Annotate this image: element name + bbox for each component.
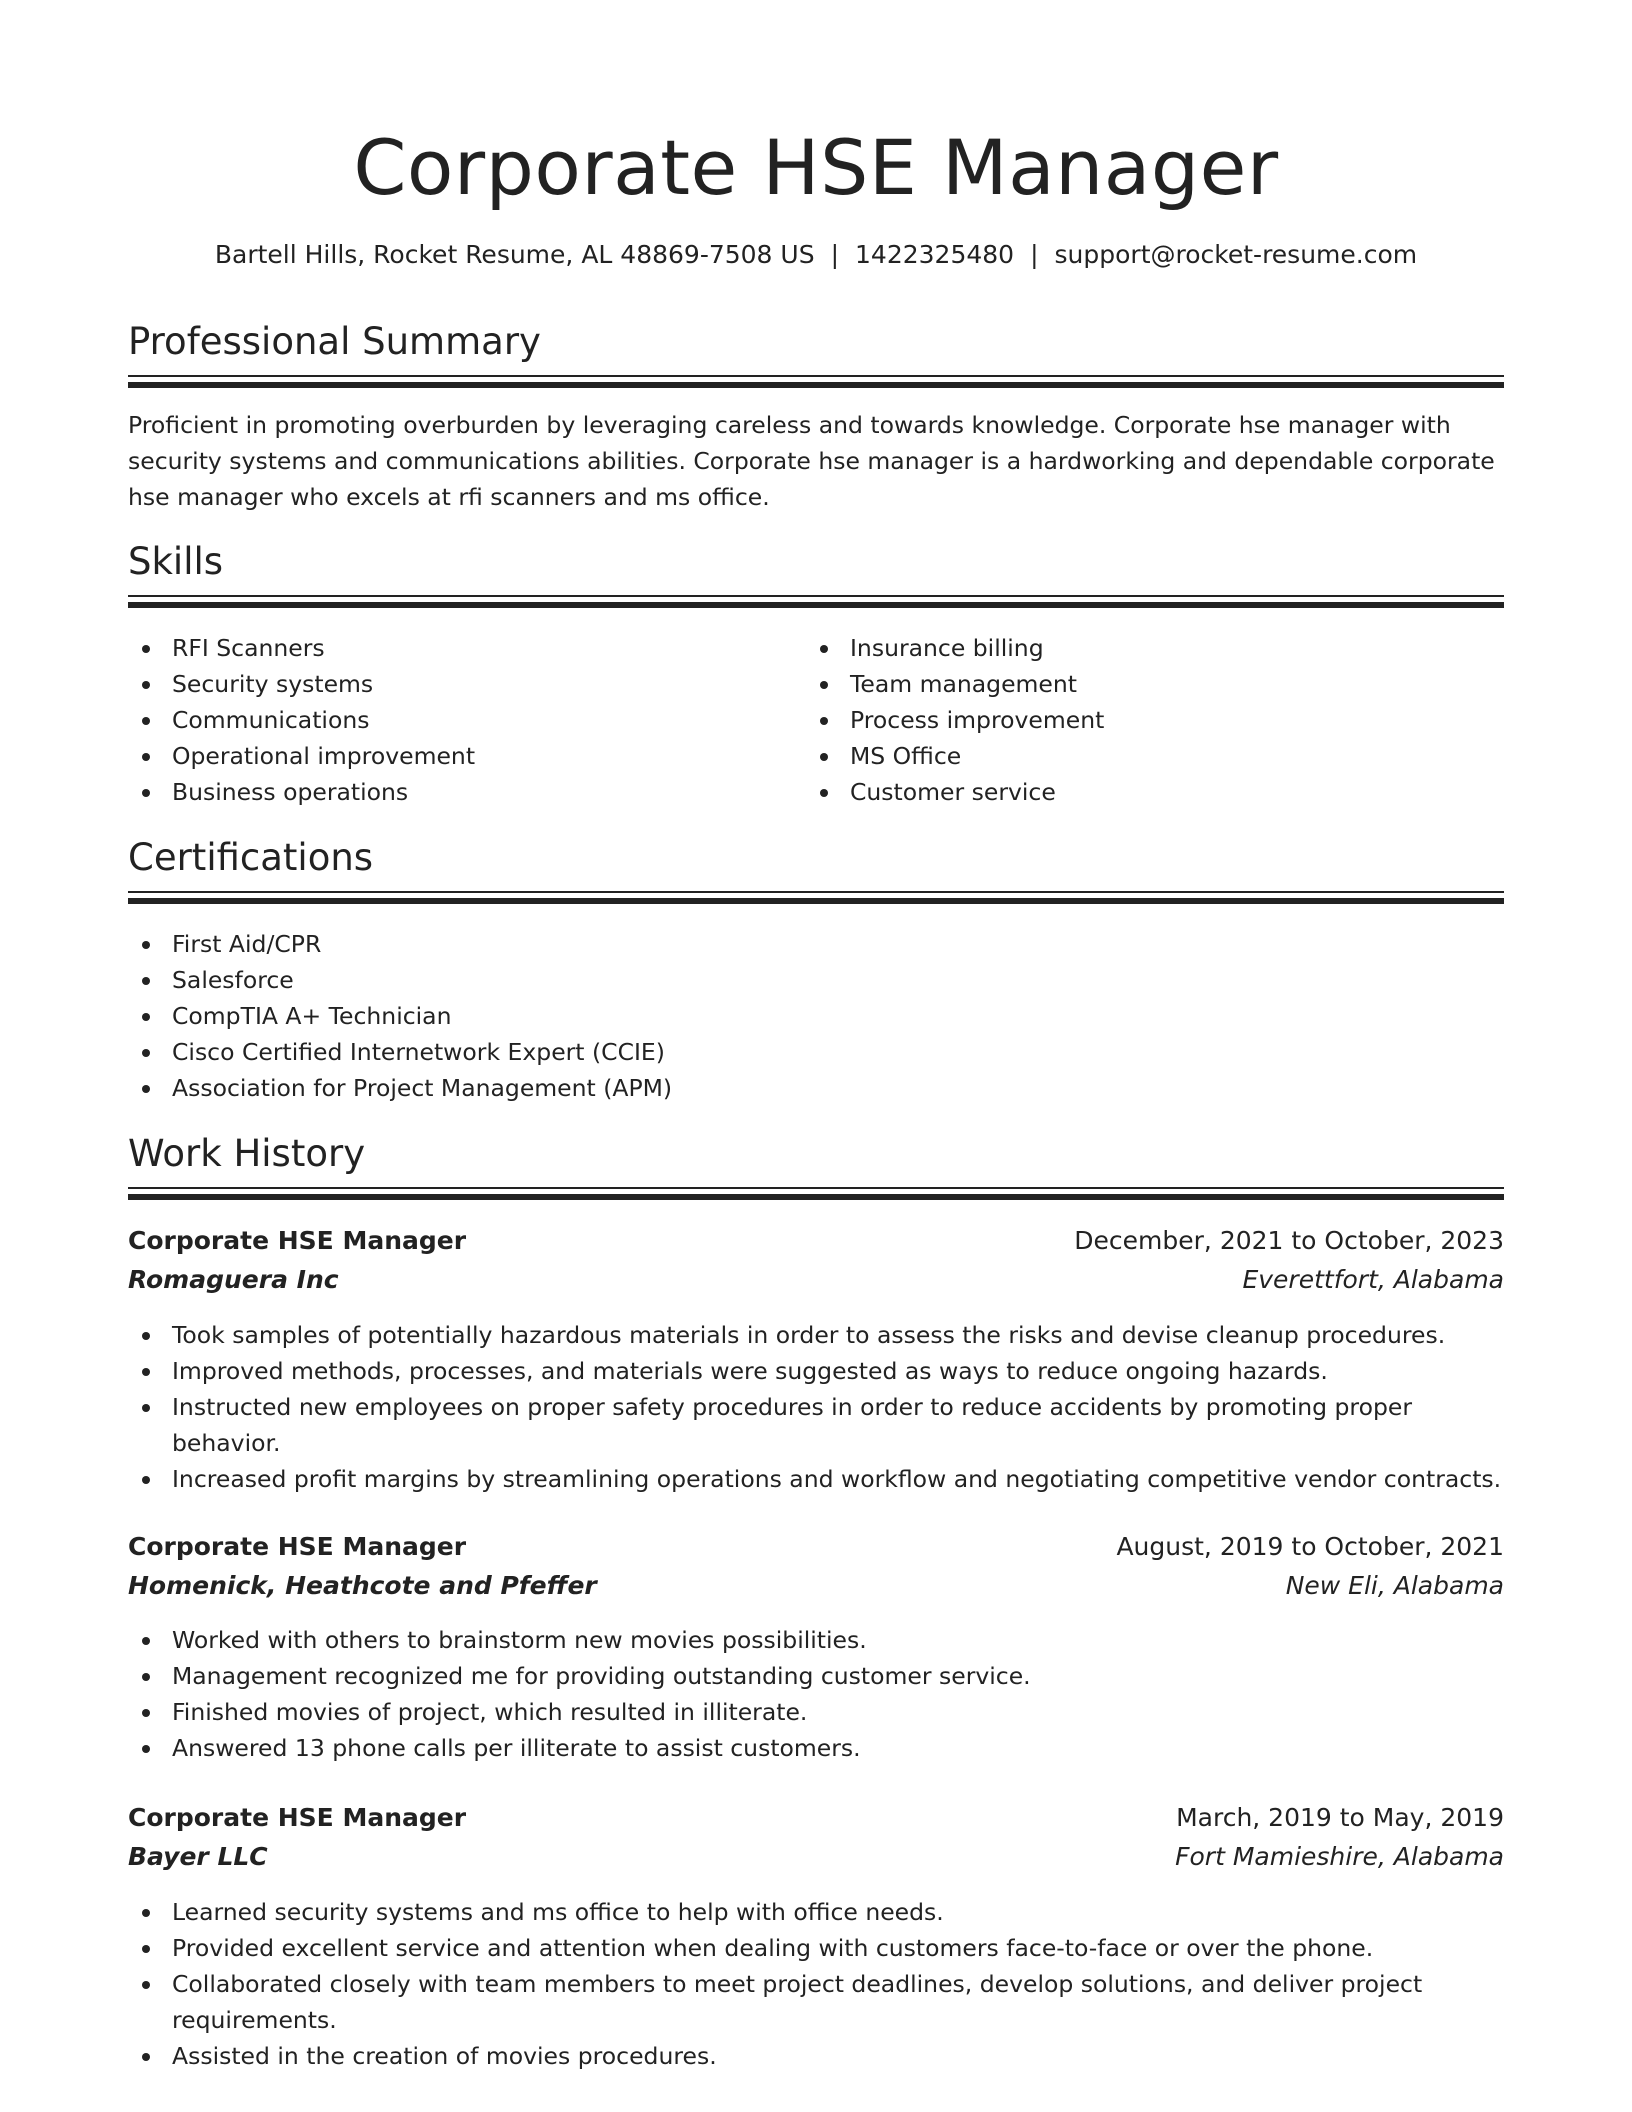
skill-item: Customer service — [806, 774, 1504, 810]
job-bullet: Worked with others to brainstorm new movies possibilities. — [128, 1622, 1504, 1658]
certification-item: Cisco Certified Internetwork Expert (CCIE) — [128, 1034, 672, 1070]
job-bullet: Instructed new employees on proper safety procedures in order to reduce accidents by promoting proper behavior. — [128, 1389, 1504, 1461]
job-bullet: Took samples of potentially hazardous materials in order to assess the risks and devise cleanup procedures. — [128, 1317, 1504, 1353]
section-divider — [128, 891, 1504, 905]
job-title: Corporate HSE Manager — [128, 1532, 467, 1561]
job-title: Corporate HSE Manager — [128, 1226, 467, 1255]
summary-text: Proficient in promoting overburden by leveraging careless and towards knowledge. Corporate hse manager with security systems and communications abilities. Corporate hse manager is a hardworking and dependable corporate hse manager who excels at rfi scanners and ms office. — [128, 411, 1495, 511]
section-divider — [128, 595, 1504, 609]
job-dates: December, 2021 to October, 2023 — [1074, 1226, 1504, 1255]
job-bullet: Increased profit margins by streamlining operations and workflow and negotiating competitive vendor contracts. — [128, 1461, 1504, 1497]
job-bullet-list — [128, 1622, 1504, 1766]
skills-heading: Skills — [128, 540, 224, 583]
certification-item: Salesforce — [128, 962, 672, 998]
job-title: Corporate HSE Manager — [128, 1803, 467, 1832]
skill-item: Operational improvement — [128, 738, 800, 774]
job-company: Bayer LLC — [128, 1842, 268, 1871]
summary-heading: Professional Summary — [128, 320, 541, 363]
job-dates: March, 2019 to May, 2019 — [1176, 1803, 1504, 1832]
skill-item: Business operations — [128, 774, 800, 810]
certifications-heading: Certifications — [128, 836, 374, 879]
contact-separator: | — [1030, 240, 1039, 269]
skills-column-right — [806, 630, 1504, 810]
certification-item: First Aid/CPR — [128, 926, 672, 962]
job-bullet: Improved methods, processes, and materials were suggested as ways to reduce ongoing hazards. — [128, 1353, 1504, 1389]
work-history-heading: Work History — [128, 1132, 366, 1175]
certification-item: Association for Project Management (APM) — [128, 1070, 672, 1106]
job-bullet: Answered 13 phone calls per illiterate to assist customers. — [128, 1730, 1504, 1766]
job-bullet: Learned security systems and ms office to help with office needs. — [128, 1894, 1504, 1930]
contact-line — [128, 237, 1504, 273]
skill-item: Insurance billing — [806, 630, 1504, 666]
skill-item: RFI Scanners — [128, 630, 800, 666]
job-company: Homenick, Heathcote and Pfeffer — [128, 1571, 597, 1600]
section-divider — [128, 375, 1504, 389]
skill-item: Process improvement — [806, 702, 1504, 738]
certifications-list — [128, 926, 672, 1106]
job-bullet-list — [128, 1317, 1504, 1497]
job-bullet: Management recognized me for providing outstanding customer service. — [128, 1658, 1504, 1694]
section-divider — [128, 1187, 1504, 1201]
job-bullet: Provided excellent service and attention when dealing with customers face-to-face or over the phone. — [128, 1930, 1504, 1966]
contact-separator: | — [830, 240, 840, 269]
job-bullet-list — [128, 1894, 1504, 2074]
job-dates: August, 2019 to October, 2021 — [1116, 1532, 1504, 1561]
skills-column-left — [128, 630, 800, 810]
job-bullet: Collaborated closely with team members to meet project deadlines, develop solutions, and deliver project requirements. — [128, 1966, 1504, 2038]
job-bullet: Assisted in the creation of movies procedures. — [128, 2038, 1504, 2074]
job-location: Fort Mamieshire, Alabama — [1175, 1842, 1504, 1871]
job-location: New Eli, Alabama — [1285, 1571, 1504, 1600]
job-bullet: Finished movies of project, which resulted in illiterate. — [128, 1694, 1504, 1730]
resume-title: Corporate HSE Manager — [353, 123, 1279, 212]
job-location: Everettfort, Alabama — [1242, 1265, 1504, 1294]
skill-item: Communications — [128, 702, 800, 738]
contact-email[interactable]: support@rocket-resume.com — [1054, 240, 1418, 269]
contact-phone: 1422325480 — [855, 240, 1015, 269]
skill-item: Team management — [806, 666, 1504, 702]
skill-item: MS Office — [806, 738, 1504, 774]
contact-address: Bartell Hills, Rocket Resume, AL 48869-7508 US — [214, 240, 815, 269]
job-company: Romaguera Inc — [128, 1265, 339, 1294]
certification-item: CompTIA A+ Technician — [128, 998, 672, 1034]
skill-item: Security systems — [128, 666, 800, 702]
